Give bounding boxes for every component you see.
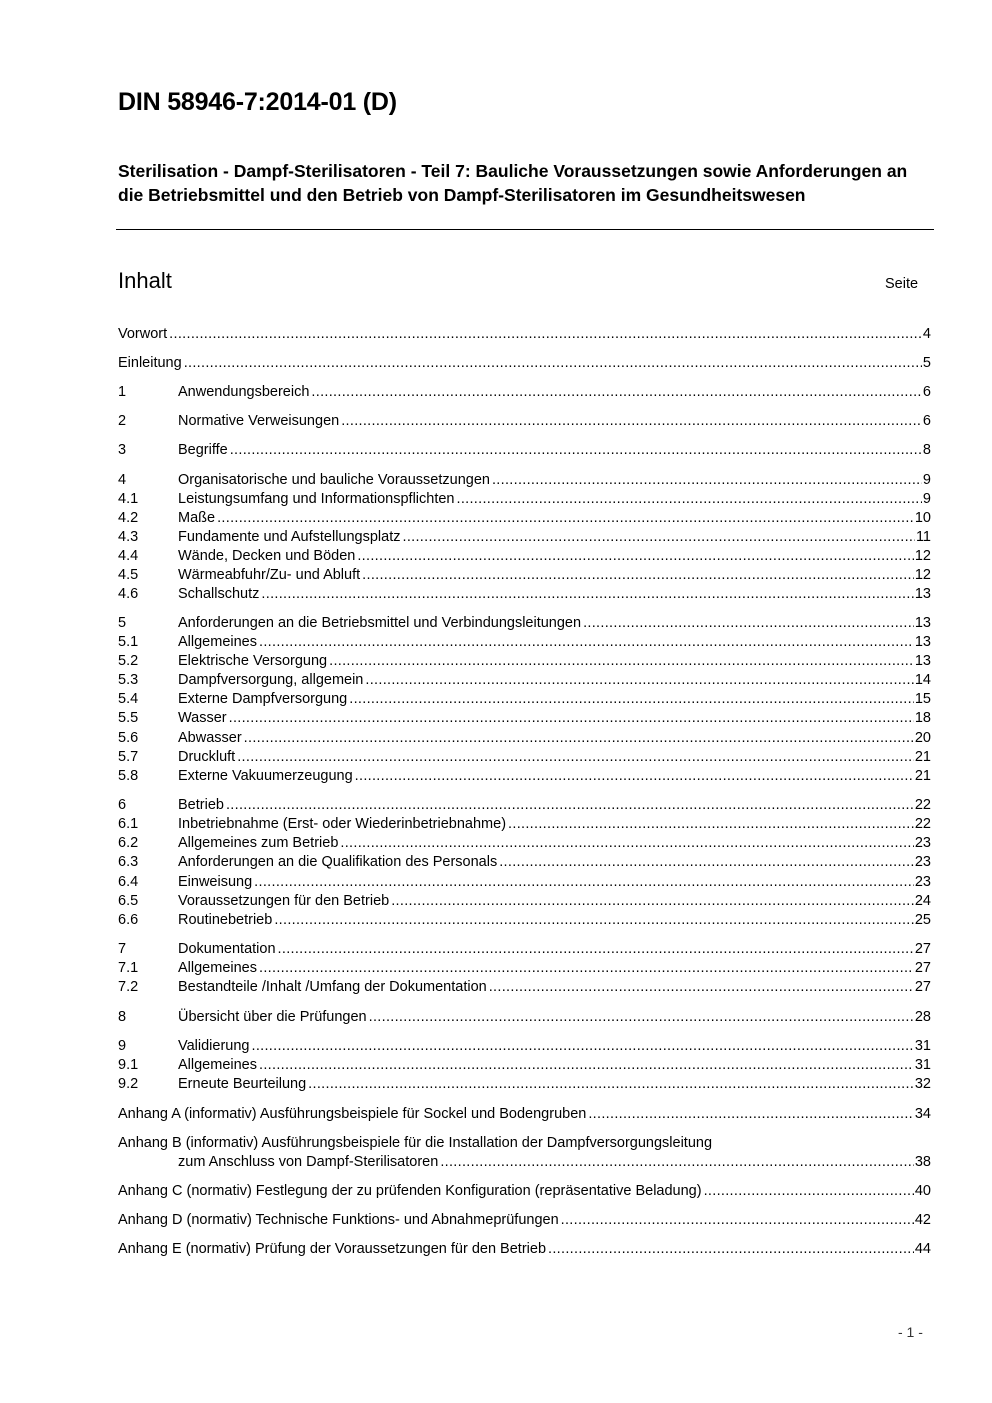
toc-entry[interactable] xyxy=(118,585,931,604)
toc-entry-label: Druckluft xyxy=(178,749,236,765)
toc-entry-number: 8 xyxy=(118,1009,127,1025)
toc-annex-page: 40 xyxy=(914,1183,931,1199)
toc-entry[interactable] xyxy=(118,1075,931,1094)
toc-entry[interactable] xyxy=(118,1056,931,1075)
toc-entry-page: 31 xyxy=(914,1057,931,1073)
toc-entry-number: 5.8 xyxy=(118,768,139,784)
toc-entry-label: Allgemeines zum Betrieb xyxy=(178,835,339,851)
toc-entry-page: 23 xyxy=(914,835,931,851)
toc-entry[interactable] xyxy=(118,767,931,786)
toc-entry-number: 6 xyxy=(118,797,127,813)
toc-entry-number: 5.1 xyxy=(118,634,139,650)
toc-entry-number: 6.1 xyxy=(118,816,139,832)
toc-entry-label: Wände, Decken und Böden xyxy=(178,548,356,564)
toc-entry-number: 5.3 xyxy=(118,672,139,688)
toc-entry[interactable] xyxy=(118,547,931,566)
toc-entry-label: Inbetriebnahme (Erst- oder Wiederinbetriebnahme) xyxy=(178,816,507,832)
toc-entry-label: Begriffe xyxy=(178,442,228,458)
toc-entry-label: Validierung xyxy=(178,1038,250,1054)
toc-entry-number: 4.6 xyxy=(118,586,139,602)
toc-entry-label: Routinebetrieb xyxy=(178,912,273,928)
toc-entry-page: 5 xyxy=(922,355,931,371)
toc-entry-label: Bestandteile /Inhalt /Umfang der Dokumentation xyxy=(178,979,487,995)
toc-entry[interactable] xyxy=(118,471,931,490)
toc-entry-number: 6.5 xyxy=(118,893,139,909)
toc-entry-number: 5.5 xyxy=(118,710,139,726)
toc-entry-page: 27 xyxy=(914,941,931,957)
toc-entry-page: 9 xyxy=(922,472,931,488)
toc-entry[interactable] xyxy=(118,748,931,767)
toc-annex-page: 34 xyxy=(914,1106,931,1122)
toc-entry-page: 27 xyxy=(914,960,931,976)
toc-entry-number: 7 xyxy=(118,941,127,957)
toc-entry[interactable] xyxy=(118,892,931,911)
toc-entry-number: 4.2 xyxy=(118,510,139,526)
toc-entry-label: Wärmeabfuhr/Zu- und Abluft xyxy=(178,567,361,583)
toc-entry-page: 8 xyxy=(922,442,931,458)
toc-entry-number: 3 xyxy=(118,442,127,458)
toc-entry[interactable] xyxy=(118,815,931,834)
toc-entry-label: Maße xyxy=(178,510,216,526)
toc-entry-label: Externe Vakuumerzeugung xyxy=(178,768,353,784)
toc-entry-page: 18 xyxy=(914,710,931,726)
toc-entry-label: Schallschutz xyxy=(178,586,260,602)
toc-annex-label: Anhang C (normativ) Festlegung der zu prüfenden Konfiguration (repräsentative Beladung) xyxy=(118,1183,702,1199)
toc-entry[interactable] xyxy=(118,671,931,690)
toc-entry-page: 21 xyxy=(914,749,931,765)
toc-entry-page: 27 xyxy=(914,979,931,995)
toc-entry-page: 13 xyxy=(914,586,931,602)
toc-entry-number: 6.6 xyxy=(118,912,139,928)
toc-entry-number: 5 xyxy=(118,615,127,631)
toc-entry-number: 4.3 xyxy=(118,529,139,545)
toc-entry-label: Elektrische Versorgung xyxy=(178,653,328,669)
toc-entry-label: Organisatorische und bauliche Voraussetzungen xyxy=(178,472,490,488)
toc-entry-label: Betrieb xyxy=(178,797,224,813)
toc-annex-label: Anhang D (normativ) Technische Funktions- und Abnahmeprüfungen xyxy=(118,1212,559,1228)
toc-entry-label: Anforderungen an die Betriebsmittel und Verbindungsleitungen xyxy=(178,615,582,631)
toc-entry-vorwort[interactable] xyxy=(118,325,931,344)
toc-entry-page: 11 xyxy=(915,529,931,545)
toc-annex-e[interactable] xyxy=(118,1240,931,1259)
toc-annex-page: 38 xyxy=(914,1154,931,1170)
toc-entry-label: Anwendungsbereich xyxy=(178,384,310,400)
toc-entry[interactable] xyxy=(118,633,931,652)
toc-entry[interactable] xyxy=(118,1037,931,1056)
toc-entry-page: 13 xyxy=(914,653,931,669)
toc-entry[interactable] xyxy=(118,959,931,978)
toc-annex-a[interactable] xyxy=(118,1105,931,1124)
toc-entry-label: Wasser xyxy=(178,710,227,726)
toc-entry-number: 5.2 xyxy=(118,653,139,669)
toc-entry-page: 12 xyxy=(914,567,931,583)
toc-entry-page: 20 xyxy=(914,730,931,746)
toc-entry[interactable] xyxy=(118,834,931,853)
toc-entry-page: 22 xyxy=(914,797,931,813)
toc-entry-label: Fundamente und Aufstellungsplatz xyxy=(178,529,401,545)
toc-entry[interactable] xyxy=(118,652,931,671)
toc-entry-page: 13 xyxy=(914,634,931,650)
toc-entry-label: Vorwort xyxy=(118,326,168,342)
toc-entry-number: 5.4 xyxy=(118,691,139,707)
toc-entry[interactable] xyxy=(118,978,931,997)
page-number: - 1 - xyxy=(898,1324,923,1340)
toc-entry-page: 10 xyxy=(914,510,931,526)
toc-entry-number: 6.4 xyxy=(118,874,139,890)
toc-entry[interactable] xyxy=(118,729,931,748)
document-title: Sterilisation - Dampf-Sterilisatoren - Teil 7: Bauliche Voraussetzungen sowie Anforderungen an die Betriebsmittel und den Betrieb von Dampf-Sterilisatoren im Gesundheitswesen xyxy=(118,161,908,205)
toc-entry-number: 1 xyxy=(118,384,127,400)
toc-entry-number: 4 xyxy=(118,472,127,488)
toc-entry-page: 22 xyxy=(914,816,931,832)
toc-entry-page: 32 xyxy=(914,1076,931,1092)
toc-entry[interactable] xyxy=(118,940,931,959)
toc-entry[interactable] xyxy=(118,490,931,509)
toc-entry-number: 4.4 xyxy=(118,548,139,564)
toc-annex-page: 44 xyxy=(914,1241,931,1257)
toc-entry[interactable] xyxy=(118,614,931,633)
toc-entry-page: 24 xyxy=(914,893,931,909)
toc-entry[interactable] xyxy=(118,911,931,930)
toc-entry[interactable] xyxy=(118,690,931,709)
toc-entry[interactable] xyxy=(118,1008,931,1027)
toc-entry-number: 5.7 xyxy=(118,749,139,765)
toc-entry-page: 15 xyxy=(914,691,931,707)
toc-entry-number: 5.6 xyxy=(118,730,139,746)
toc-entry-number: 6.2 xyxy=(118,835,139,851)
toc-entry-page: 9 xyxy=(922,491,931,507)
toc-annex-c[interactable] xyxy=(118,1182,931,1201)
toc-entry-page: 23 xyxy=(914,854,931,870)
toc-entry-label: Abwasser xyxy=(178,730,242,746)
toc-entry-label: Anforderungen an die Qualifikation des Personals xyxy=(178,854,498,870)
toc-entry-label: Erneute Beurteilung xyxy=(178,1076,307,1092)
toc-entry-label: Normative Verweisungen xyxy=(178,413,340,429)
toc-entry-number: 2 xyxy=(118,413,127,429)
toc-entry-page: 31 xyxy=(914,1038,931,1054)
toc-entry-page: 14 xyxy=(914,672,931,688)
toc-annex-page: 42 xyxy=(914,1212,931,1228)
document-id: DIN 58946-7:2014-01 (D) xyxy=(118,88,397,116)
toc-entry-label: Voraussetzungen für den Betrieb xyxy=(178,893,390,909)
toc-entry[interactable] xyxy=(118,566,931,585)
toc-entry[interactable] xyxy=(118,412,931,431)
toc-entry-number: 9 xyxy=(118,1038,127,1054)
toc-entry-label: Externe Dampfversorgung xyxy=(178,691,348,707)
toc-entry-page: 28 xyxy=(914,1009,931,1025)
toc-annex-label-cont: zum Anschluss von Dampf-Sterilisatoren xyxy=(178,1154,439,1170)
toc-entry-page: 6 xyxy=(922,413,931,429)
toc-entry-page: 6 xyxy=(922,384,931,400)
toc-entry[interactable] xyxy=(118,441,931,460)
toc-entry-page: 4 xyxy=(922,326,931,342)
toc-entry-number: 7.1 xyxy=(118,960,139,976)
toc-entry[interactable] xyxy=(118,509,931,528)
toc-entry-number: 4.5 xyxy=(118,567,139,583)
toc-page-column-label: Seite xyxy=(885,276,919,292)
toc-annex-label: Anhang E (normativ) Prüfung der Voraussetzungen für den Betrieb xyxy=(118,1241,547,1257)
toc-heading: Inhalt xyxy=(118,268,172,293)
toc-entry[interactable] xyxy=(118,383,931,402)
toc-entry-label: Allgemeines xyxy=(178,634,257,650)
toc-annex-d[interactable] xyxy=(118,1211,931,1230)
toc-entry-label: Allgemeines xyxy=(178,1057,257,1073)
toc-entry[interactable] xyxy=(118,709,931,728)
toc-entry-page: 25 xyxy=(914,912,931,928)
toc-entry[interactable] xyxy=(118,853,931,872)
toc-entry-page: 12 xyxy=(914,548,931,564)
toc-entry[interactable] xyxy=(118,873,931,892)
toc-entry-number: 9.2 xyxy=(118,1076,139,1092)
toc-entry-page: 21 xyxy=(914,768,931,784)
toc-entry[interactable] xyxy=(118,796,931,815)
toc-entry-number: 9.1 xyxy=(118,1057,139,1073)
toc-entry-label: Dampfversorgung, allgemein xyxy=(178,672,364,688)
toc-entry-number: 4.1 xyxy=(118,491,139,507)
toc-entry-number: 7.2 xyxy=(118,979,139,995)
toc-entry-einleitung[interactable] xyxy=(118,354,931,373)
toc-annex-b-line2[interactable] xyxy=(178,1153,931,1172)
toc-entry-page: 13 xyxy=(914,615,931,631)
title-divider xyxy=(116,229,934,230)
toc-entry-label: Übersicht über die Prüfungen xyxy=(178,1009,367,1025)
toc-entry-label: Einleitung xyxy=(118,355,182,371)
toc-annex-label: Anhang B (informativ) Ausführungsbeispiele für die Installation der Dampfversorgungsleitung xyxy=(118,1135,713,1151)
toc-entry-label: Einweisung xyxy=(178,874,253,890)
toc-entry-page: 23 xyxy=(914,874,931,890)
toc-entry-label: Allgemeines xyxy=(178,960,257,976)
toc-annex-b-line1[interactable] xyxy=(118,1134,931,1153)
toc-annex-label: Anhang A (informativ) Ausführungsbeispiele für Sockel und Bodengruben xyxy=(118,1106,587,1122)
toc-entry-number: 6.3 xyxy=(118,854,139,870)
toc-entry[interactable] xyxy=(118,528,931,547)
toc-entry-label: Dokumentation xyxy=(178,941,276,957)
toc-entry-label: Leistungsumfang und Informationspflichten xyxy=(178,491,455,507)
